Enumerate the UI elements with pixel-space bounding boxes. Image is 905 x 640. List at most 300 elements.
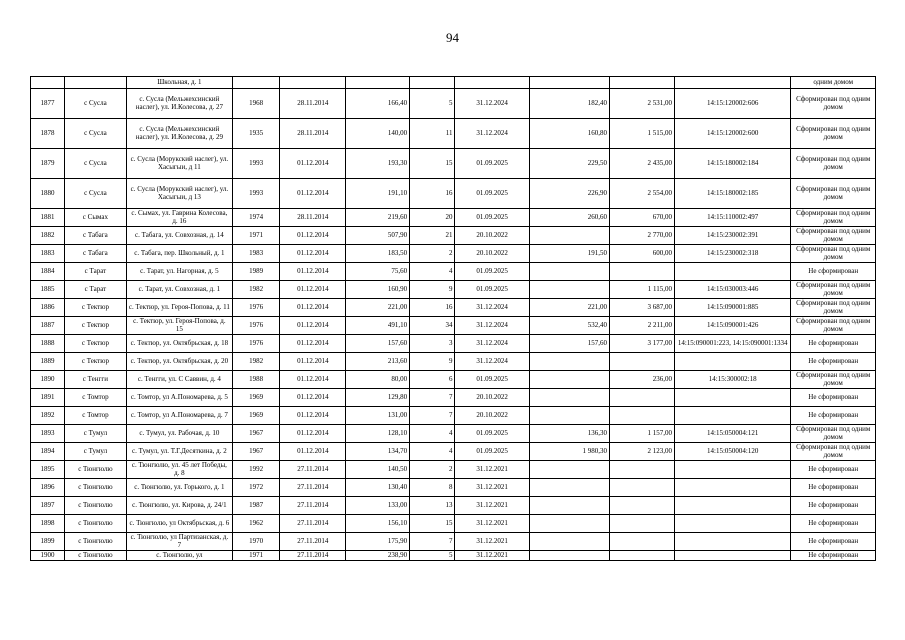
total-area-cell <box>529 371 609 389</box>
settlement-cell: с Сусла <box>65 89 127 119</box>
residents-cell: 9 <box>410 281 455 299</box>
land-status-cell: Не сформирован <box>791 533 876 551</box>
land-status-cell: Не сформирован <box>791 551 876 561</box>
address-cell: с. Тарат, ул. Совхозная, д. 1 <box>126 281 232 299</box>
land-status-cell: Сформирован под одним домом <box>791 209 876 227</box>
row-number-cell: 1883 <box>31 245 65 263</box>
deadline-cell: 20.10.2022 <box>455 389 529 407</box>
record-date-cell: 01.12.2014 <box>280 245 346 263</box>
table-row <box>31 317 876 335</box>
area-cell: 191,10 <box>346 179 410 209</box>
row-number-cell: 1887 <box>31 317 65 335</box>
settlement-cell: с Сымах <box>65 209 127 227</box>
residents-cell: 13 <box>410 497 455 515</box>
settlement-cell: с Тюнгюлю <box>65 515 127 533</box>
total-area-cell: 157,60 <box>529 335 609 353</box>
build-year-cell: 1967 <box>232 425 279 443</box>
land-area-cell <box>610 515 675 533</box>
land-area-cell <box>610 77 675 89</box>
land-area-cell: 2 211,00 <box>610 317 675 335</box>
table-row <box>31 299 876 317</box>
table-row <box>31 179 876 209</box>
address-cell: с. Тарат, ул. Нагорная, д. 5 <box>126 263 232 281</box>
total-area-cell <box>529 389 609 407</box>
land-status-cell: Не сформирован <box>791 479 876 497</box>
land-area-cell <box>610 353 675 371</box>
cadastral-number-cell: 14:15:120002:600 <box>674 119 790 149</box>
address-cell: с. Томтор, ул А.Пономарева, д. 5 <box>126 389 232 407</box>
record-date-cell: 28.11.2014 <box>280 89 346 119</box>
settlement-cell <box>65 77 127 89</box>
settlement-cell: с Томтор <box>65 389 127 407</box>
land-area-cell: 236,00 <box>610 371 675 389</box>
table-row <box>31 281 876 299</box>
settlement-cell: с Тумул <box>65 425 127 443</box>
row-number-cell: 1900 <box>31 551 65 561</box>
record-date-cell: 01.12.2014 <box>280 263 346 281</box>
land-status-cell: Сформирован под одним домом <box>791 179 876 209</box>
total-area-cell: 229,50 <box>529 149 609 179</box>
table-row <box>31 245 876 263</box>
land-area-cell <box>610 533 675 551</box>
address-cell: с. Сусла (Мельжехсинский наслег), ул. И.Колесова, д. 27 <box>126 89 232 119</box>
land-status-cell: Сформирован под одним домом <box>791 317 876 335</box>
deadline-cell: 31.12.2024 <box>455 317 529 335</box>
record-date-cell: 01.12.2014 <box>280 407 346 425</box>
area-cell: 183,50 <box>346 245 410 263</box>
residents-cell: 4 <box>410 443 455 461</box>
residents-cell: 4 <box>410 425 455 443</box>
land-area-cell <box>610 389 675 407</box>
residents-cell: 8 <box>410 479 455 497</box>
land-area-cell: 3 687,00 <box>610 299 675 317</box>
area-cell: 238,90 <box>346 551 410 561</box>
residents-cell: 34 <box>410 317 455 335</box>
deadline-cell: 31.12.2021 <box>455 533 529 551</box>
build-year-cell <box>232 77 279 89</box>
row-number-cell: 1878 <box>31 119 65 149</box>
settlement-cell: с Табага <box>65 245 127 263</box>
address-cell: с. Тектюр, ул. Героя-Попова, д. 11 <box>126 299 232 317</box>
settlement-cell: с Тектюр <box>65 299 127 317</box>
record-date-cell: 01.12.2014 <box>280 227 346 245</box>
total-area-cell <box>529 461 609 479</box>
total-area-cell <box>529 353 609 371</box>
deadline-cell: 01.09.2025 <box>455 263 529 281</box>
land-status-cell: Не сформирован <box>791 407 876 425</box>
residents-cell: 5 <box>410 551 455 561</box>
row-number-cell: 1877 <box>31 89 65 119</box>
cadastral-number-cell: 14:15:180002:185 <box>674 179 790 209</box>
table-row <box>31 227 876 245</box>
area-cell: 140,50 <box>346 461 410 479</box>
deadline-cell: 01.09.2025 <box>455 443 529 461</box>
land-status-cell: Не сформирован <box>791 263 876 281</box>
cadastral-number-cell: 14:15:230002:391 <box>674 227 790 245</box>
land-area-cell: 2 531,00 <box>610 89 675 119</box>
total-area-cell: 260,60 <box>529 209 609 227</box>
cadastral-number-cell: 14:15:180002:184 <box>674 149 790 179</box>
deadline-cell: 31.12.2024 <box>455 119 529 149</box>
row-number-cell: 1896 <box>31 479 65 497</box>
address-cell: с. Табага, ул. Совхозная, д. 14 <box>126 227 232 245</box>
land-status-cell: Не сформирован <box>791 461 876 479</box>
settlement-cell: с Тюнгюлю <box>65 479 127 497</box>
address-cell: с. Тюнгюлю, ул. 45 лет Победы, д. 8 <box>126 461 232 479</box>
address-cell: с. Сусла (Мельжехсинский наслег), ул. И.Колесова, д. 29 <box>126 119 232 149</box>
land-status-cell: Сформирован под одним домом <box>791 89 876 119</box>
deadline-cell: 01.09.2025 <box>455 371 529 389</box>
total-area-cell <box>529 551 609 561</box>
settlement-cell: с Сусла <box>65 119 127 149</box>
build-year-cell: 1992 <box>232 461 279 479</box>
cadastral-number-cell <box>674 497 790 515</box>
residents-cell: 9 <box>410 353 455 371</box>
total-area-cell <box>529 227 609 245</box>
cadastral-number-cell: 14:15:090001:223, 14:15:090001:1334 <box>674 335 790 353</box>
table-row <box>31 263 876 281</box>
table-row <box>31 335 876 353</box>
residents-cell: 11 <box>410 119 455 149</box>
cadastral-number-cell <box>674 77 790 89</box>
record-date-cell: 01.12.2014 <box>280 371 346 389</box>
area-cell: 175,90 <box>346 533 410 551</box>
build-year-cell: 1982 <box>232 353 279 371</box>
address-cell: с. Сымах, ул. Гаврина Колесова, д. 16 <box>126 209 232 227</box>
area-cell: 160,90 <box>346 281 410 299</box>
settlement-cell: с Тарат <box>65 281 127 299</box>
land-area-cell <box>610 479 675 497</box>
residents-cell: 16 <box>410 299 455 317</box>
deadline-cell: 31.12.2021 <box>455 551 529 561</box>
build-year-cell: 1935 <box>232 119 279 149</box>
residents-cell: 7 <box>410 407 455 425</box>
settlement-cell: с Сусла <box>65 149 127 179</box>
residents-cell: 20 <box>410 209 455 227</box>
total-area-cell: 532,40 <box>529 317 609 335</box>
total-area-cell: 1 980,30 <box>529 443 609 461</box>
area-cell: 133,00 <box>346 497 410 515</box>
deadline-cell: 31.12.2024 <box>455 299 529 317</box>
cadastral-number-cell: 14:15:230002:318 <box>674 245 790 263</box>
settlement-cell: с Тектюр <box>65 335 127 353</box>
residents-cell: 3 <box>410 335 455 353</box>
address-cell: с. Тюнгюлю, ул <box>126 551 232 561</box>
land-status-cell: Сформирован под одним домом <box>791 425 876 443</box>
cadastral-number-cell <box>674 461 790 479</box>
area-cell: 129,80 <box>346 389 410 407</box>
table-row <box>31 515 876 533</box>
row-number-cell: 1879 <box>31 149 65 179</box>
build-year-cell: 1987 <box>232 497 279 515</box>
deadline-cell: 31.12.2024 <box>455 335 529 353</box>
deadline-cell: 31.12.2021 <box>455 497 529 515</box>
area-cell: 166,40 <box>346 89 410 119</box>
land-area-cell: 670,00 <box>610 209 675 227</box>
deadline-cell: 20.10.2022 <box>455 407 529 425</box>
row-number-cell: 1889 <box>31 353 65 371</box>
land-area-cell: 2 770,00 <box>610 227 675 245</box>
area-cell: 128,10 <box>346 425 410 443</box>
cadastral-number-cell: 14:15:090001:885 <box>674 299 790 317</box>
residents-cell: 2 <box>410 461 455 479</box>
total-area-cell: 160,80 <box>529 119 609 149</box>
record-date-cell: 01.12.2014 <box>280 443 346 461</box>
cadastral-number-cell: 14:15:050004:121 <box>674 425 790 443</box>
land-area-cell: 600,00 <box>610 245 675 263</box>
address-cell: с. Тюнгюлю, ул. Горького, д. 1 <box>126 479 232 497</box>
residents-cell: 15 <box>410 515 455 533</box>
total-area-cell <box>529 497 609 515</box>
build-year-cell: 1983 <box>232 245 279 263</box>
row-number-cell: 1880 <box>31 179 65 209</box>
cadastral-number-cell <box>674 479 790 497</box>
cadastral-number-cell <box>674 263 790 281</box>
deadline-cell: 31.12.2024 <box>455 353 529 371</box>
area-cell: 80,00 <box>346 371 410 389</box>
cadastral-number-cell: 14:15:090001:426 <box>674 317 790 335</box>
address-cell: с. Тюнгюлю, ул Партизанская, д. 7 <box>126 533 232 551</box>
total-area-cell <box>529 263 609 281</box>
table-row <box>31 425 876 443</box>
land-area-cell <box>610 551 675 561</box>
record-date-cell: 27.11.2014 <box>280 533 346 551</box>
land-area-cell: 1 157,00 <box>610 425 675 443</box>
table-row <box>31 371 876 389</box>
settlement-cell: с Табага <box>65 227 127 245</box>
build-year-cell: 1988 <box>232 371 279 389</box>
land-status-cell: одним домом <box>791 77 876 89</box>
record-date-cell: 27.11.2014 <box>280 551 346 561</box>
land-area-cell <box>610 461 675 479</box>
row-number-cell: 1894 <box>31 443 65 461</box>
address-cell: с. Тюнгюлю, ул. Кирова, д. 24/1 <box>126 497 232 515</box>
row-number-cell: 1898 <box>31 515 65 533</box>
row-number-cell: 1886 <box>31 299 65 317</box>
table-row <box>31 407 876 425</box>
build-year-cell: 1972 <box>232 479 279 497</box>
area-cell: 134,70 <box>346 443 410 461</box>
land-status-cell: Сформирован под одним домом <box>791 281 876 299</box>
build-year-cell: 1993 <box>232 149 279 179</box>
address-cell: Школьная, д. 1 <box>126 77 232 89</box>
address-cell: с. Тенгги, ул. С Саввин, д. 4 <box>126 371 232 389</box>
record-date-cell: 27.11.2014 <box>280 479 346 497</box>
row-number-cell: 1891 <box>31 389 65 407</box>
table-row <box>31 461 876 479</box>
table-row <box>31 209 876 227</box>
address-cell: с. Тюнгюлю, ул Октябрьская, д. 6 <box>126 515 232 533</box>
table-row <box>31 551 876 561</box>
row-number-cell: 1893 <box>31 425 65 443</box>
build-year-cell: 1969 <box>232 389 279 407</box>
settlement-cell: с Тюнгюлю <box>65 497 127 515</box>
build-year-cell: 1968 <box>232 89 279 119</box>
address-cell: с. Тумул, ул. Рабочая, д. 10 <box>126 425 232 443</box>
table-row <box>31 353 876 371</box>
settlement-cell: с Тумул <box>65 443 127 461</box>
cadastral-number-cell: 14:15:300002:18 <box>674 371 790 389</box>
total-area-cell: 191,50 <box>529 245 609 263</box>
address-cell: с. Тектюр, ул. Героя-Попова, д. 15 <box>126 317 232 335</box>
page-number: 94 <box>446 30 459 45</box>
record-date-cell <box>280 77 346 89</box>
land-status-cell: Не сформирован <box>791 335 876 353</box>
record-date-cell: 01.12.2014 <box>280 299 346 317</box>
table-row <box>31 119 876 149</box>
land-area-cell: 2 435,00 <box>610 149 675 179</box>
cadastral-number-cell: 14:15:050004:120 <box>674 443 790 461</box>
land-area-cell: 2 554,00 <box>610 179 675 209</box>
residents-cell: 15 <box>410 149 455 179</box>
area-cell: 193,30 <box>346 149 410 179</box>
table-row <box>31 89 876 119</box>
land-status-cell: Сформирован под одним домом <box>791 443 876 461</box>
land-status-cell: Сформирован под одним домом <box>791 227 876 245</box>
area-cell: 130,40 <box>346 479 410 497</box>
table-row <box>31 149 876 179</box>
build-year-cell: 1976 <box>232 317 279 335</box>
row-number-cell: 1884 <box>31 263 65 281</box>
build-year-cell: 1989 <box>232 263 279 281</box>
record-date-cell: 28.11.2014 <box>280 209 346 227</box>
area-cell: 221,00 <box>346 299 410 317</box>
build-year-cell: 1969 <box>232 407 279 425</box>
area-cell: 213,60 <box>346 353 410 371</box>
row-number-cell: 1897 <box>31 497 65 515</box>
area-cell: 219,60 <box>346 209 410 227</box>
area-cell: 140,00 <box>346 119 410 149</box>
total-area-cell: 221,00 <box>529 299 609 317</box>
deadline-cell <box>455 77 529 89</box>
deadline-cell: 20.10.2022 <box>455 245 529 263</box>
settlement-cell: с Тюнгюлю <box>65 551 127 561</box>
row-number-cell: 1881 <box>31 209 65 227</box>
land-area-cell <box>610 263 675 281</box>
residents-cell: 7 <box>410 389 455 407</box>
record-date-cell: 01.12.2014 <box>280 281 346 299</box>
cadastral-number-cell <box>674 407 790 425</box>
settlement-cell: с Тарат <box>65 263 127 281</box>
build-year-cell: 1970 <box>232 533 279 551</box>
settlement-cell: с Томтор <box>65 407 127 425</box>
deadline-cell: 20.10.2022 <box>455 227 529 245</box>
build-year-cell: 1974 <box>232 209 279 227</box>
land-area-cell: 3 177,00 <box>610 335 675 353</box>
row-number-cell: 1892 <box>31 407 65 425</box>
record-date-cell: 27.11.2014 <box>280 515 346 533</box>
build-year-cell: 1993 <box>232 179 279 209</box>
address-cell: с. Томтор, ул А.Пономарева, д. 7 <box>126 407 232 425</box>
record-date-cell: 27.11.2014 <box>280 497 346 515</box>
deadline-cell: 01.09.2025 <box>455 281 529 299</box>
area-cell <box>346 77 410 89</box>
total-area-cell: 226,90 <box>529 179 609 209</box>
land-area-cell: 1 115,00 <box>610 281 675 299</box>
address-cell: с. Тектюр, ул. Октябрьская, д. 20 <box>126 353 232 371</box>
record-date-cell: 01.12.2014 <box>280 353 346 371</box>
total-area-cell <box>529 281 609 299</box>
record-date-cell: 01.12.2014 <box>280 335 346 353</box>
address-cell: с. Тумул, ул. Т.Г.Десяткина, д. 2 <box>126 443 232 461</box>
land-status-cell: Не сформирован <box>791 353 876 371</box>
total-area-cell <box>529 479 609 497</box>
settlement-cell: с Тектюр <box>65 317 127 335</box>
row-number-cell: 1888 <box>31 335 65 353</box>
cadastral-number-cell <box>674 353 790 371</box>
area-cell: 157,60 <box>346 335 410 353</box>
deadline-cell: 01.09.2025 <box>455 209 529 227</box>
row-number-cell <box>31 77 65 89</box>
land-area-cell: 2 123,00 <box>610 443 675 461</box>
land-status-cell: Не сформирован <box>791 515 876 533</box>
settlement-cell: с Тенгги <box>65 371 127 389</box>
cadastral-number-cell <box>674 389 790 407</box>
land-status-cell: Сформирован под одним домом <box>791 119 876 149</box>
row-number-cell: 1895 <box>31 461 65 479</box>
record-date-cell: 27.11.2014 <box>280 461 346 479</box>
residents-cell: 5 <box>410 89 455 119</box>
settlement-cell: с Тектюр <box>65 353 127 371</box>
land-status-cell: Не сформирован <box>791 389 876 407</box>
total-area-cell <box>529 515 609 533</box>
land-status-cell: Сформирован под одним домом <box>791 149 876 179</box>
deadline-cell: 31.12.2021 <box>455 515 529 533</box>
residents-cell <box>410 77 455 89</box>
deadline-cell: 01.09.2025 <box>455 149 529 179</box>
total-area-cell: 182,40 <box>529 89 609 119</box>
cadastral-number-cell: 14:15:110002:497 <box>674 209 790 227</box>
record-date-cell: 01.12.2014 <box>280 317 346 335</box>
land-area-cell: 1 515,00 <box>610 119 675 149</box>
residents-cell: 21 <box>410 227 455 245</box>
total-area-cell <box>529 77 609 89</box>
total-area-cell: 136,30 <box>529 425 609 443</box>
land-status-cell: Сформирован под одним домом <box>791 245 876 263</box>
area-cell: 131,00 <box>346 407 410 425</box>
build-year-cell: 1967 <box>232 443 279 461</box>
settlement-cell: с Тюнгюлю <box>65 461 127 479</box>
record-date-cell: 01.12.2014 <box>280 425 346 443</box>
cadastral-number-cell <box>674 515 790 533</box>
cadastral-number-cell <box>674 551 790 561</box>
row-number-cell: 1890 <box>31 371 65 389</box>
build-year-cell: 1976 <box>232 299 279 317</box>
residents-cell: 2 <box>410 245 455 263</box>
address-cell: с. Сусла (Морукский наслег), ул. Хасыгыи, д 13 <box>126 179 232 209</box>
area-cell: 75,60 <box>346 263 410 281</box>
table-row <box>31 533 876 551</box>
residents-cell: 4 <box>410 263 455 281</box>
cadastral-number-cell: 14:15:030003:446 <box>674 281 790 299</box>
settlement-cell: с Тюнгюлю <box>65 533 127 551</box>
area-cell: 507,90 <box>346 227 410 245</box>
record-date-cell: 01.12.2014 <box>280 179 346 209</box>
housing-table <box>30 76 876 561</box>
land-status-cell: Не сформирован <box>791 497 876 515</box>
cadastral-number-cell: 14:15:120002:606 <box>674 89 790 119</box>
land-area-cell <box>610 407 675 425</box>
residents-cell: 16 <box>410 179 455 209</box>
area-cell: 491,10 <box>346 317 410 335</box>
land-status-cell: Сформирован под одним домом <box>791 371 876 389</box>
build-year-cell: 1976 <box>232 335 279 353</box>
row-number-cell: 1882 <box>31 227 65 245</box>
build-year-cell: 1962 <box>232 515 279 533</box>
residents-cell: 6 <box>410 371 455 389</box>
total-area-cell <box>529 407 609 425</box>
address-cell: с. Тектюр, ул. Октябрьская, д. 18 <box>126 335 232 353</box>
